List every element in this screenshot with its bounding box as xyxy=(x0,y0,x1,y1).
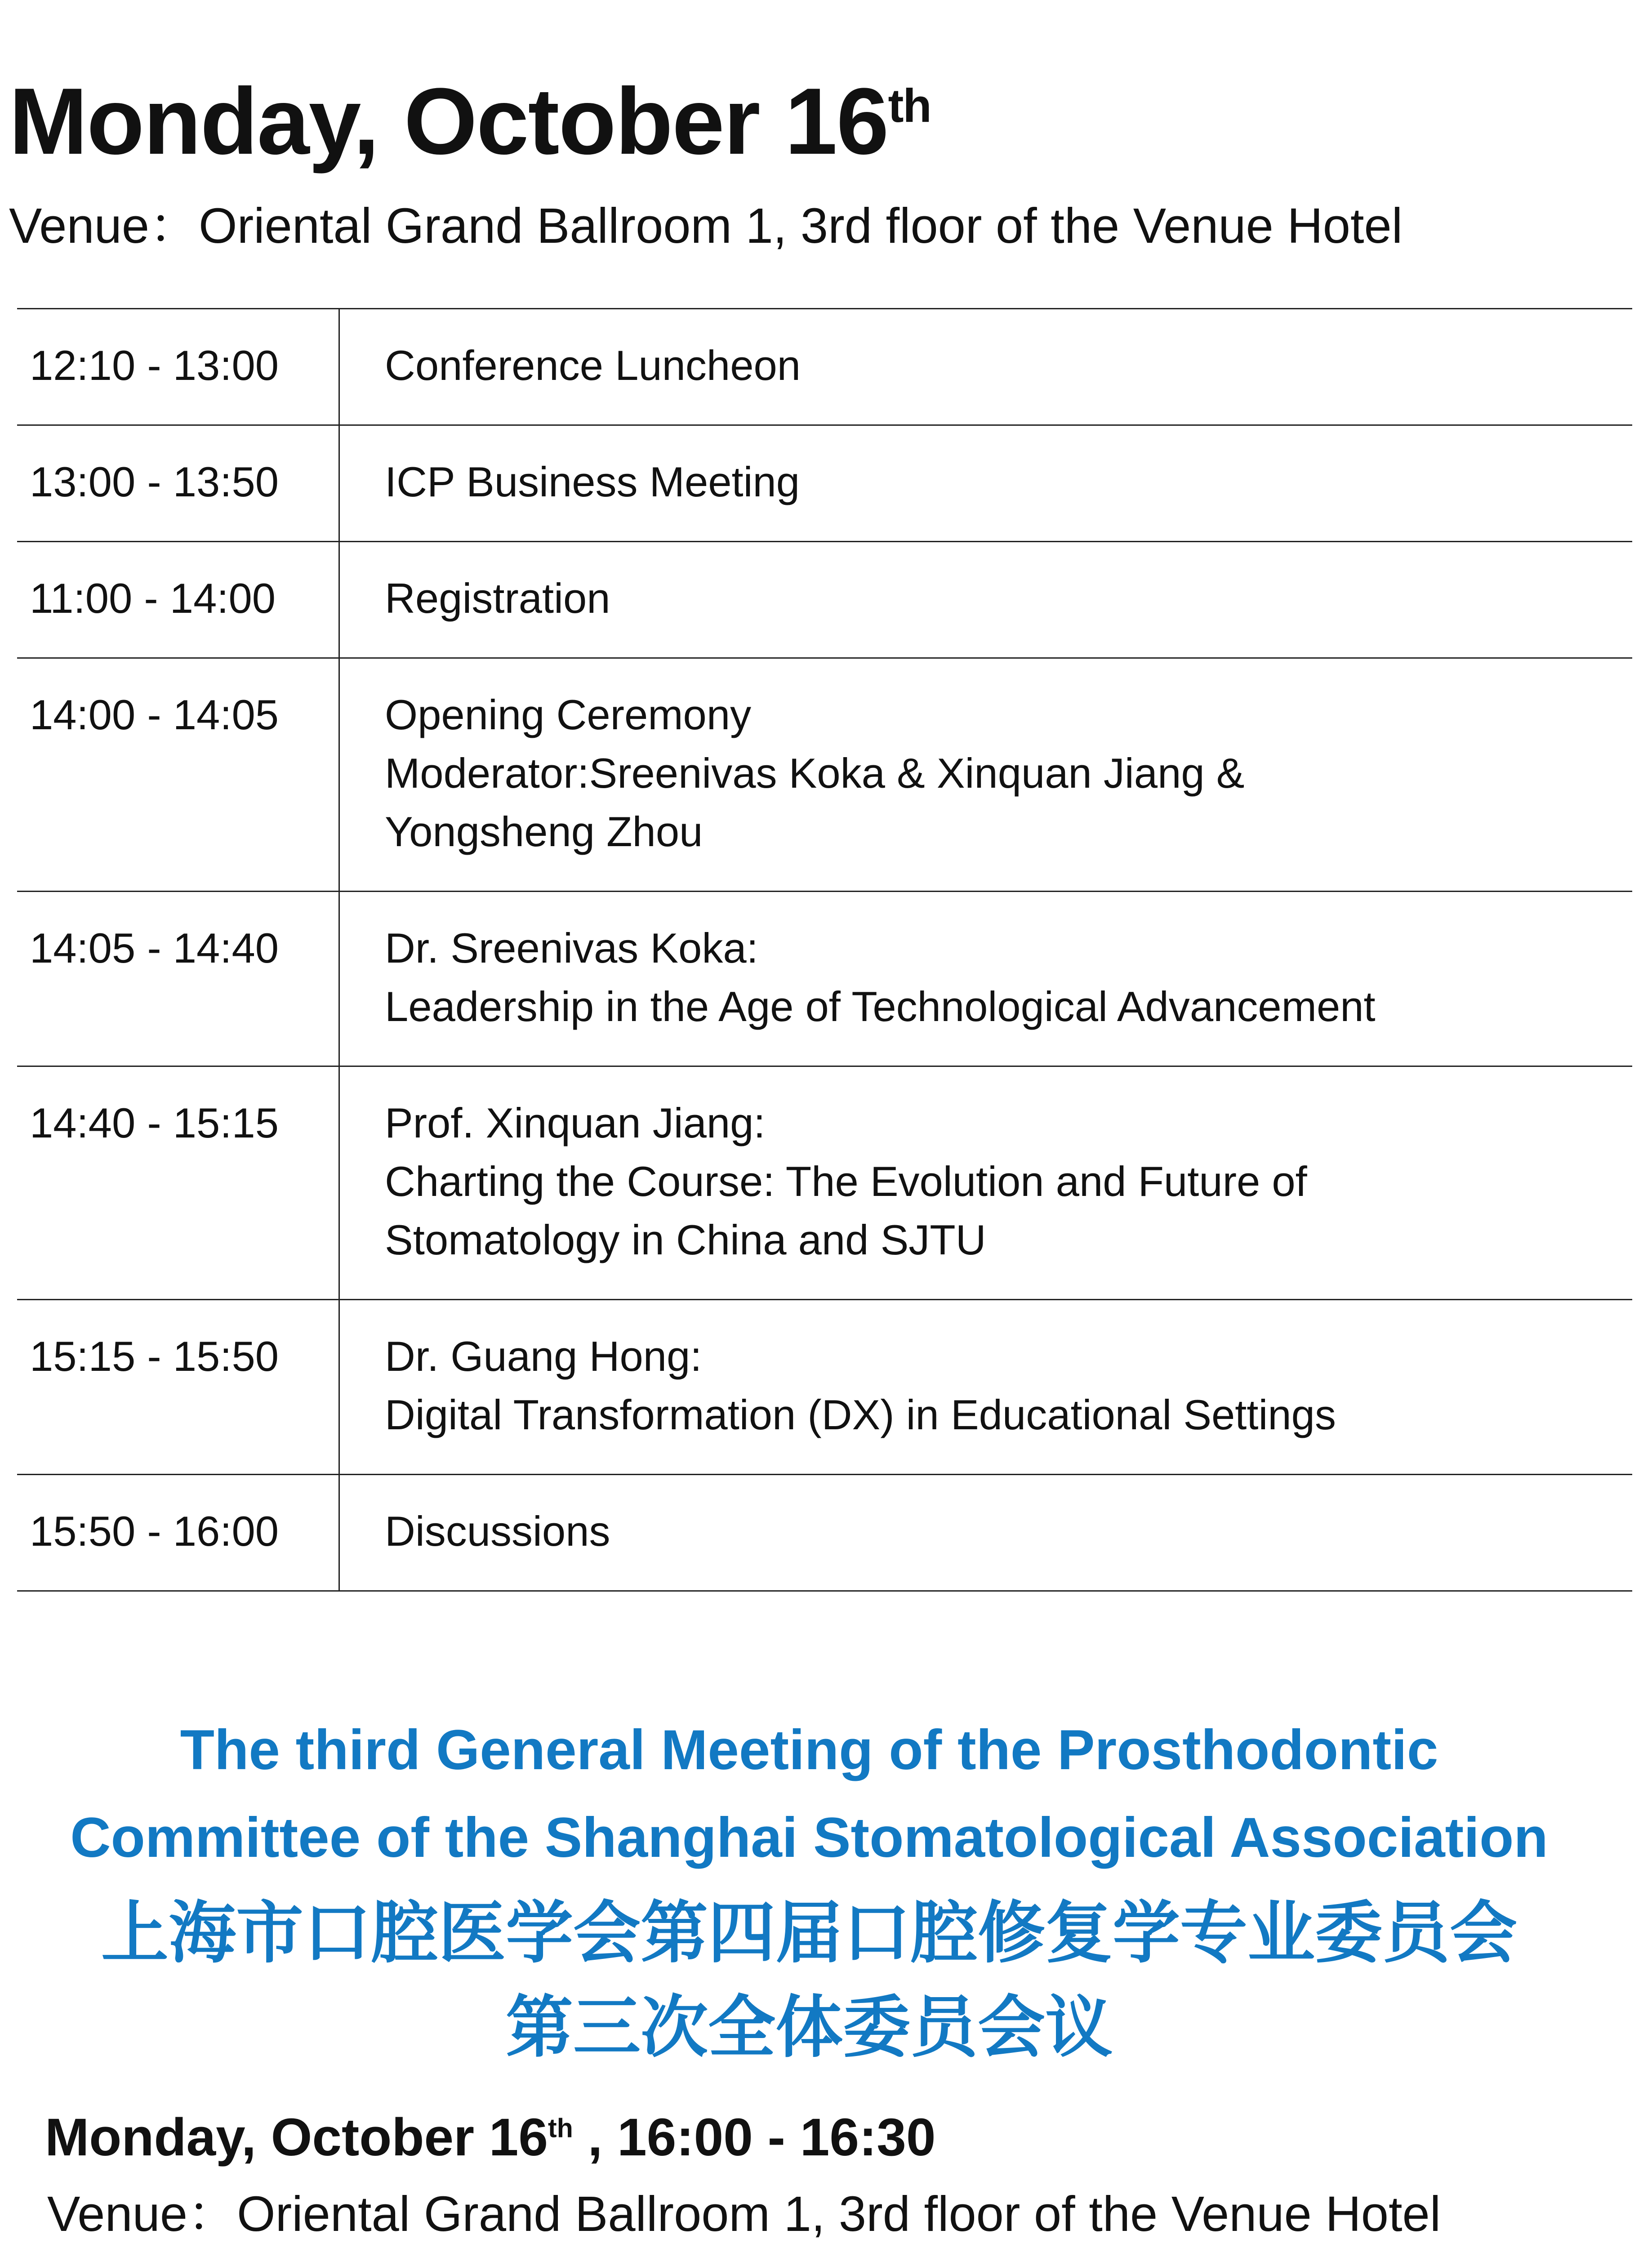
schedule-table xyxy=(17,308,1632,1592)
meeting-title-chinese xyxy=(0,1886,1618,2075)
table-row xyxy=(17,1475,1632,1591)
description-line: Moderator:Sreenivas Koka & Xinquan Jiang & xyxy=(385,749,1245,797)
description-line: Dr. Guang Hong: xyxy=(385,1333,702,1380)
description-cell xyxy=(339,309,1633,425)
meeting-title-line: 上海市口腔医学会第四届口腔修复学专业委员会 xyxy=(101,1894,1517,1972)
venue-text: Venue：Oriental Grand Ballroom 1, 3rd floor of the Venue Hotel xyxy=(9,198,1403,254)
table-row xyxy=(17,542,1632,658)
description-line: Stomatology in China and SJTU xyxy=(385,1216,986,1263)
description-line: Conference Luncheon xyxy=(385,342,801,389)
meeting-date-time: , 16:00 - 16:30 xyxy=(573,2108,936,2167)
description-cell xyxy=(339,1300,1633,1475)
description-line: Registration xyxy=(385,575,610,622)
description-cell xyxy=(339,658,1633,892)
description-line: Digital Transformation (DX) in Educational Settings xyxy=(385,1391,1336,1438)
page-title-date: Monday, October 16 xyxy=(9,68,888,174)
meeting-venue: Venue：Oriental Grand Ballroom 1, 3rd floor of the Venue Hotel xyxy=(47,2186,1441,2242)
meeting-date-prefix: Monday, October 16 xyxy=(45,2108,548,2167)
time-cell: 14:05 - 14:40 xyxy=(17,892,339,1066)
time-cell: 14:00 - 14:05 xyxy=(17,658,339,892)
table-row xyxy=(17,658,1632,892)
description-cell xyxy=(339,1475,1633,1591)
time-cell: 13:00 - 13:50 xyxy=(17,425,339,542)
table-row xyxy=(17,309,1632,425)
time-cell: 15:50 - 16:00 xyxy=(17,1475,339,1591)
meeting-title-english xyxy=(0,1706,1618,1882)
description-line: Charting the Course: The Evolution and Future of xyxy=(385,1158,1307,1205)
table-row xyxy=(17,892,1632,1066)
time-cell: 11:00 - 14:00 xyxy=(17,542,339,658)
description-line: ICP Business Meeting xyxy=(385,458,800,505)
time-cell: 14:40 - 15:15 xyxy=(17,1066,339,1300)
description-cell xyxy=(339,542,1633,658)
meeting-title-line: Committee of the Shanghai Stomatological Association xyxy=(70,1806,1548,1869)
time-cell: 15:15 - 15:50 xyxy=(17,1300,339,1475)
description-line: Prof. Xinquan Jiang: xyxy=(385,1099,766,1146)
description-line: Yongsheng Zhou xyxy=(385,808,703,855)
description-cell xyxy=(339,892,1633,1066)
description-cell xyxy=(339,1066,1633,1300)
description-line: Dr. Sreenivas Koka: xyxy=(385,924,758,972)
time-cell: 12:10 - 13:00 xyxy=(17,309,339,425)
page-title-suffix: th xyxy=(888,80,931,132)
meeting-date-suffix: th xyxy=(548,2113,573,2143)
table-row xyxy=(17,1300,1632,1475)
table-row xyxy=(17,425,1632,542)
meeting-title-line: 第三次全体委员会议 xyxy=(505,1989,1113,2067)
meeting-title-line: The third General Meeting of the Prosthodontic xyxy=(180,1719,1438,1781)
description-line: Opening Ceremony xyxy=(385,691,752,738)
description-line: Leadership in the Age of Technological Advancement xyxy=(385,983,1376,1030)
page-title xyxy=(9,68,931,174)
meeting-date xyxy=(45,2108,936,2167)
description-cell xyxy=(339,425,1633,542)
description-line: Discussions xyxy=(385,1508,610,1555)
table-row xyxy=(17,1066,1632,1300)
